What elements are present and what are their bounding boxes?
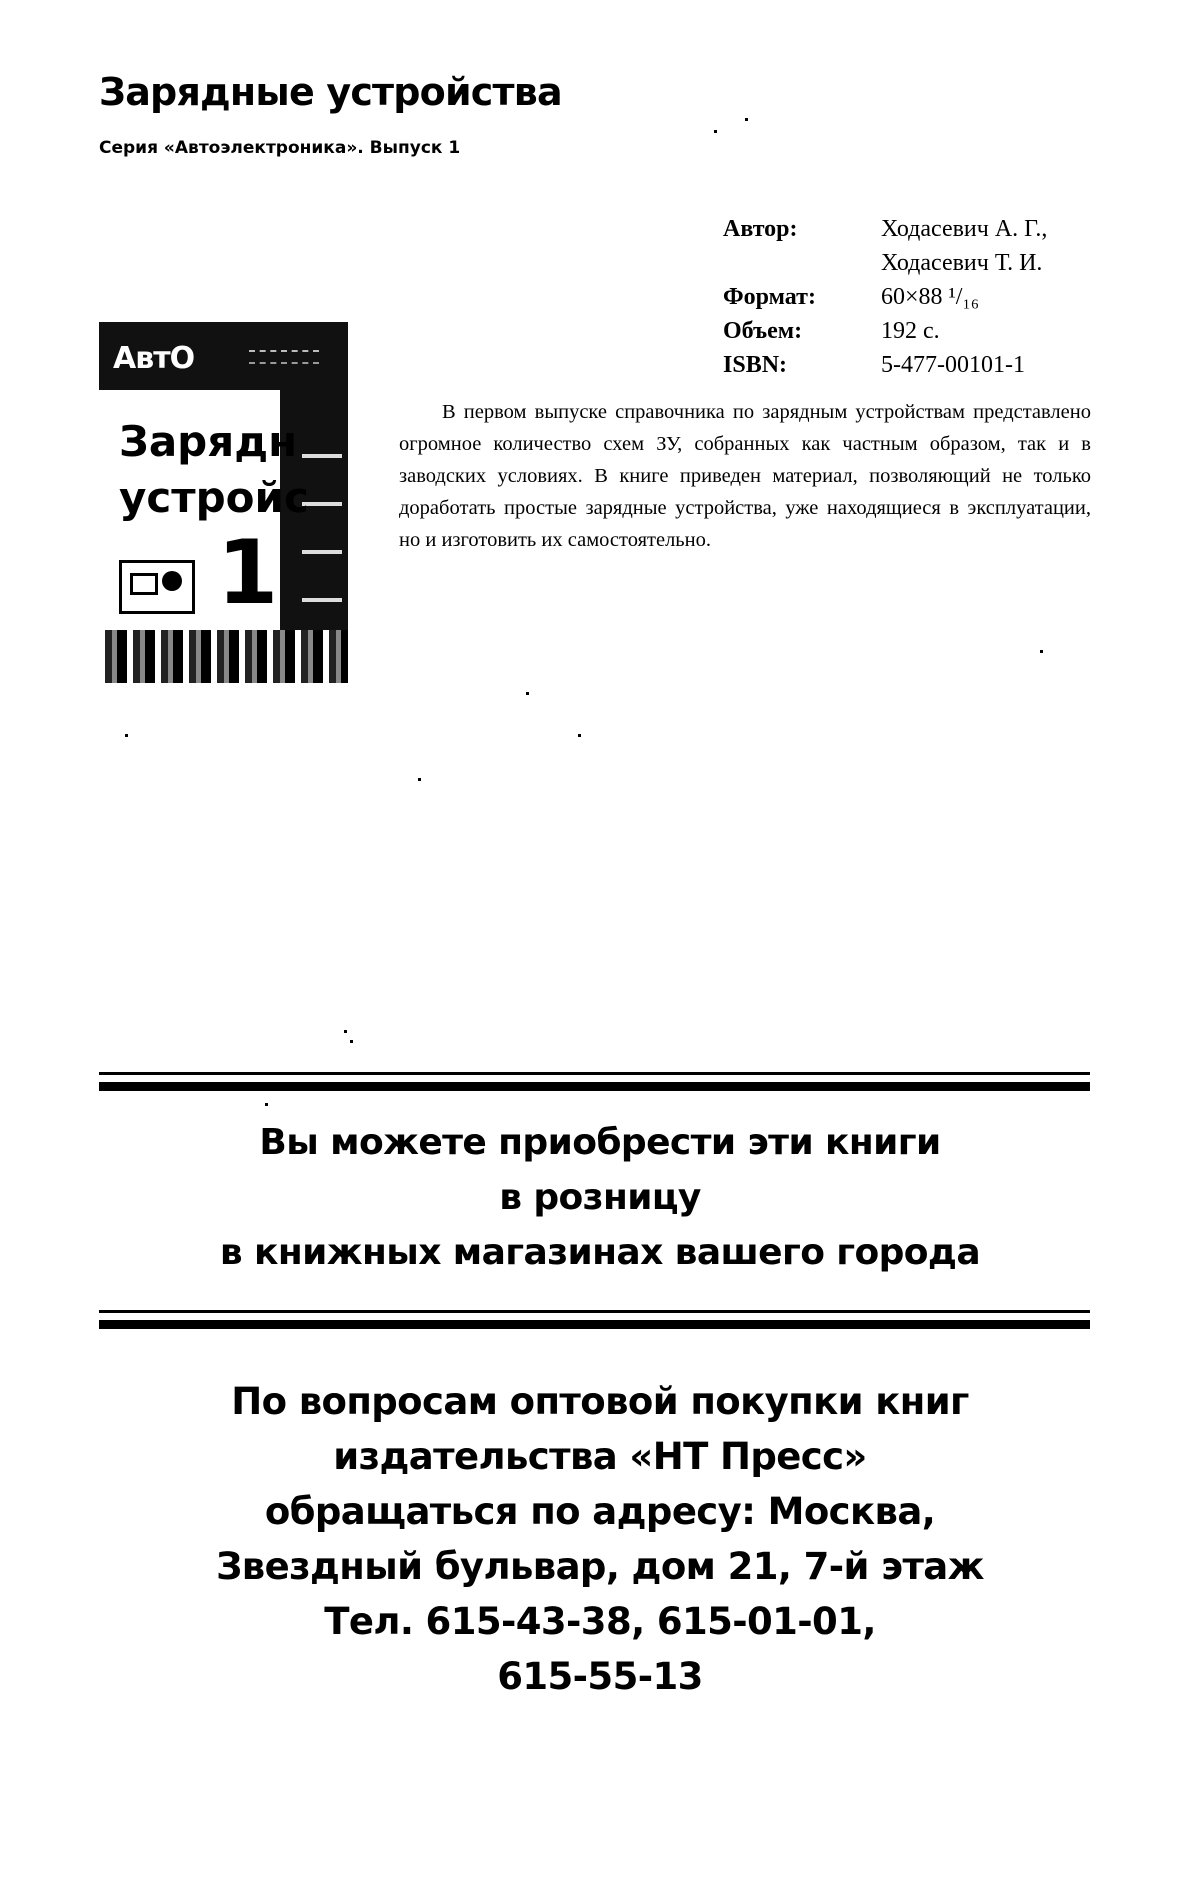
contact-line: По вопросам оптовой покупки книг — [231, 1380, 969, 1423]
scan-speck — [578, 734, 581, 737]
book-description: В первом выпуске справочника по зарядным устройствам представлено огромное количество схем ЗУ, собранных как частным образом, так и в заводских условиях. В книге приведен материал, позволяющий не только доработать простые зарядные устройства, уже находящиеся в эксплуатации, но и изготовить их самостоятельно. — [399, 401, 1091, 551]
wholesale-contact — [0, 1374, 1200, 1704]
cover-series-decoration — [249, 350, 319, 364]
meta-label: ISBN: — [723, 352, 788, 378]
scan-speck — [1040, 650, 1043, 653]
cover-title-line: устройс — [119, 473, 309, 522]
scan-speck — [350, 1040, 353, 1043]
contact-line: 615-55-13 — [497, 1655, 703, 1698]
divider-thin — [99, 1310, 1090, 1313]
retail-line: Вы можете приобрести эти книги — [259, 1122, 941, 1163]
meta-value: 192 с. — [881, 318, 940, 344]
meta-row-isbn — [723, 348, 1111, 382]
meta-value: 5-477-00101-1 — [881, 352, 1025, 378]
scan-speck — [344, 1030, 347, 1033]
meta-value: 60×88 ¹/₁₆ — [881, 284, 980, 310]
author-name: Ходасевич Т. И. — [881, 250, 1043, 276]
scan-speck — [526, 692, 529, 695]
meta-label: Автор: — [723, 216, 798, 242]
author-name: Ходасевич А. Г., — [881, 216, 1048, 242]
contact-line: Тел. 615-43-38, 615-01-01, — [324, 1600, 876, 1643]
contact-line: обращаться по адресу: Москва, — [264, 1490, 936, 1533]
meta-value — [881, 212, 1111, 280]
scan-speck — [265, 1103, 268, 1106]
retail-notice — [0, 1115, 1200, 1280]
meta-row-format — [723, 280, 1111, 314]
divider-thick — [99, 1320, 1090, 1329]
cover-title — [119, 414, 309, 526]
scan-speck — [125, 734, 128, 737]
series-line: Серия «Автоэлектроника». Выпуск 1 — [99, 138, 461, 158]
divider-thick — [99, 1082, 1090, 1091]
meta-label: Формат: — [723, 284, 816, 310]
cover-volume-number: 1 — [217, 521, 279, 624]
meta-row-author — [723, 212, 1111, 280]
contact-line: Звездный бульвар, дом 21, 7-й этаж — [216, 1545, 984, 1588]
scan-speck — [745, 118, 748, 121]
retail-line: в розницу — [499, 1177, 701, 1218]
charger-device-icon — [119, 560, 195, 614]
divider-thin — [99, 1072, 1090, 1075]
book-title: Зарядные устройства — [99, 70, 562, 114]
meta-row-volume — [723, 314, 1111, 348]
book-cover-image — [99, 322, 348, 683]
cover-brand: АвтО — [113, 341, 195, 376]
meta-label: Объем: — [723, 318, 803, 344]
retail-line: в книжных магазинах вашего города — [219, 1232, 981, 1273]
cover-title-line: Зарядн — [119, 417, 298, 466]
book-metadata — [723, 212, 1111, 382]
contact-line: издательства «НТ Пресс» — [333, 1435, 867, 1478]
scan-speck — [418, 778, 421, 781]
cover-photo-strip — [99, 630, 348, 683]
scan-speck — [714, 130, 717, 133]
